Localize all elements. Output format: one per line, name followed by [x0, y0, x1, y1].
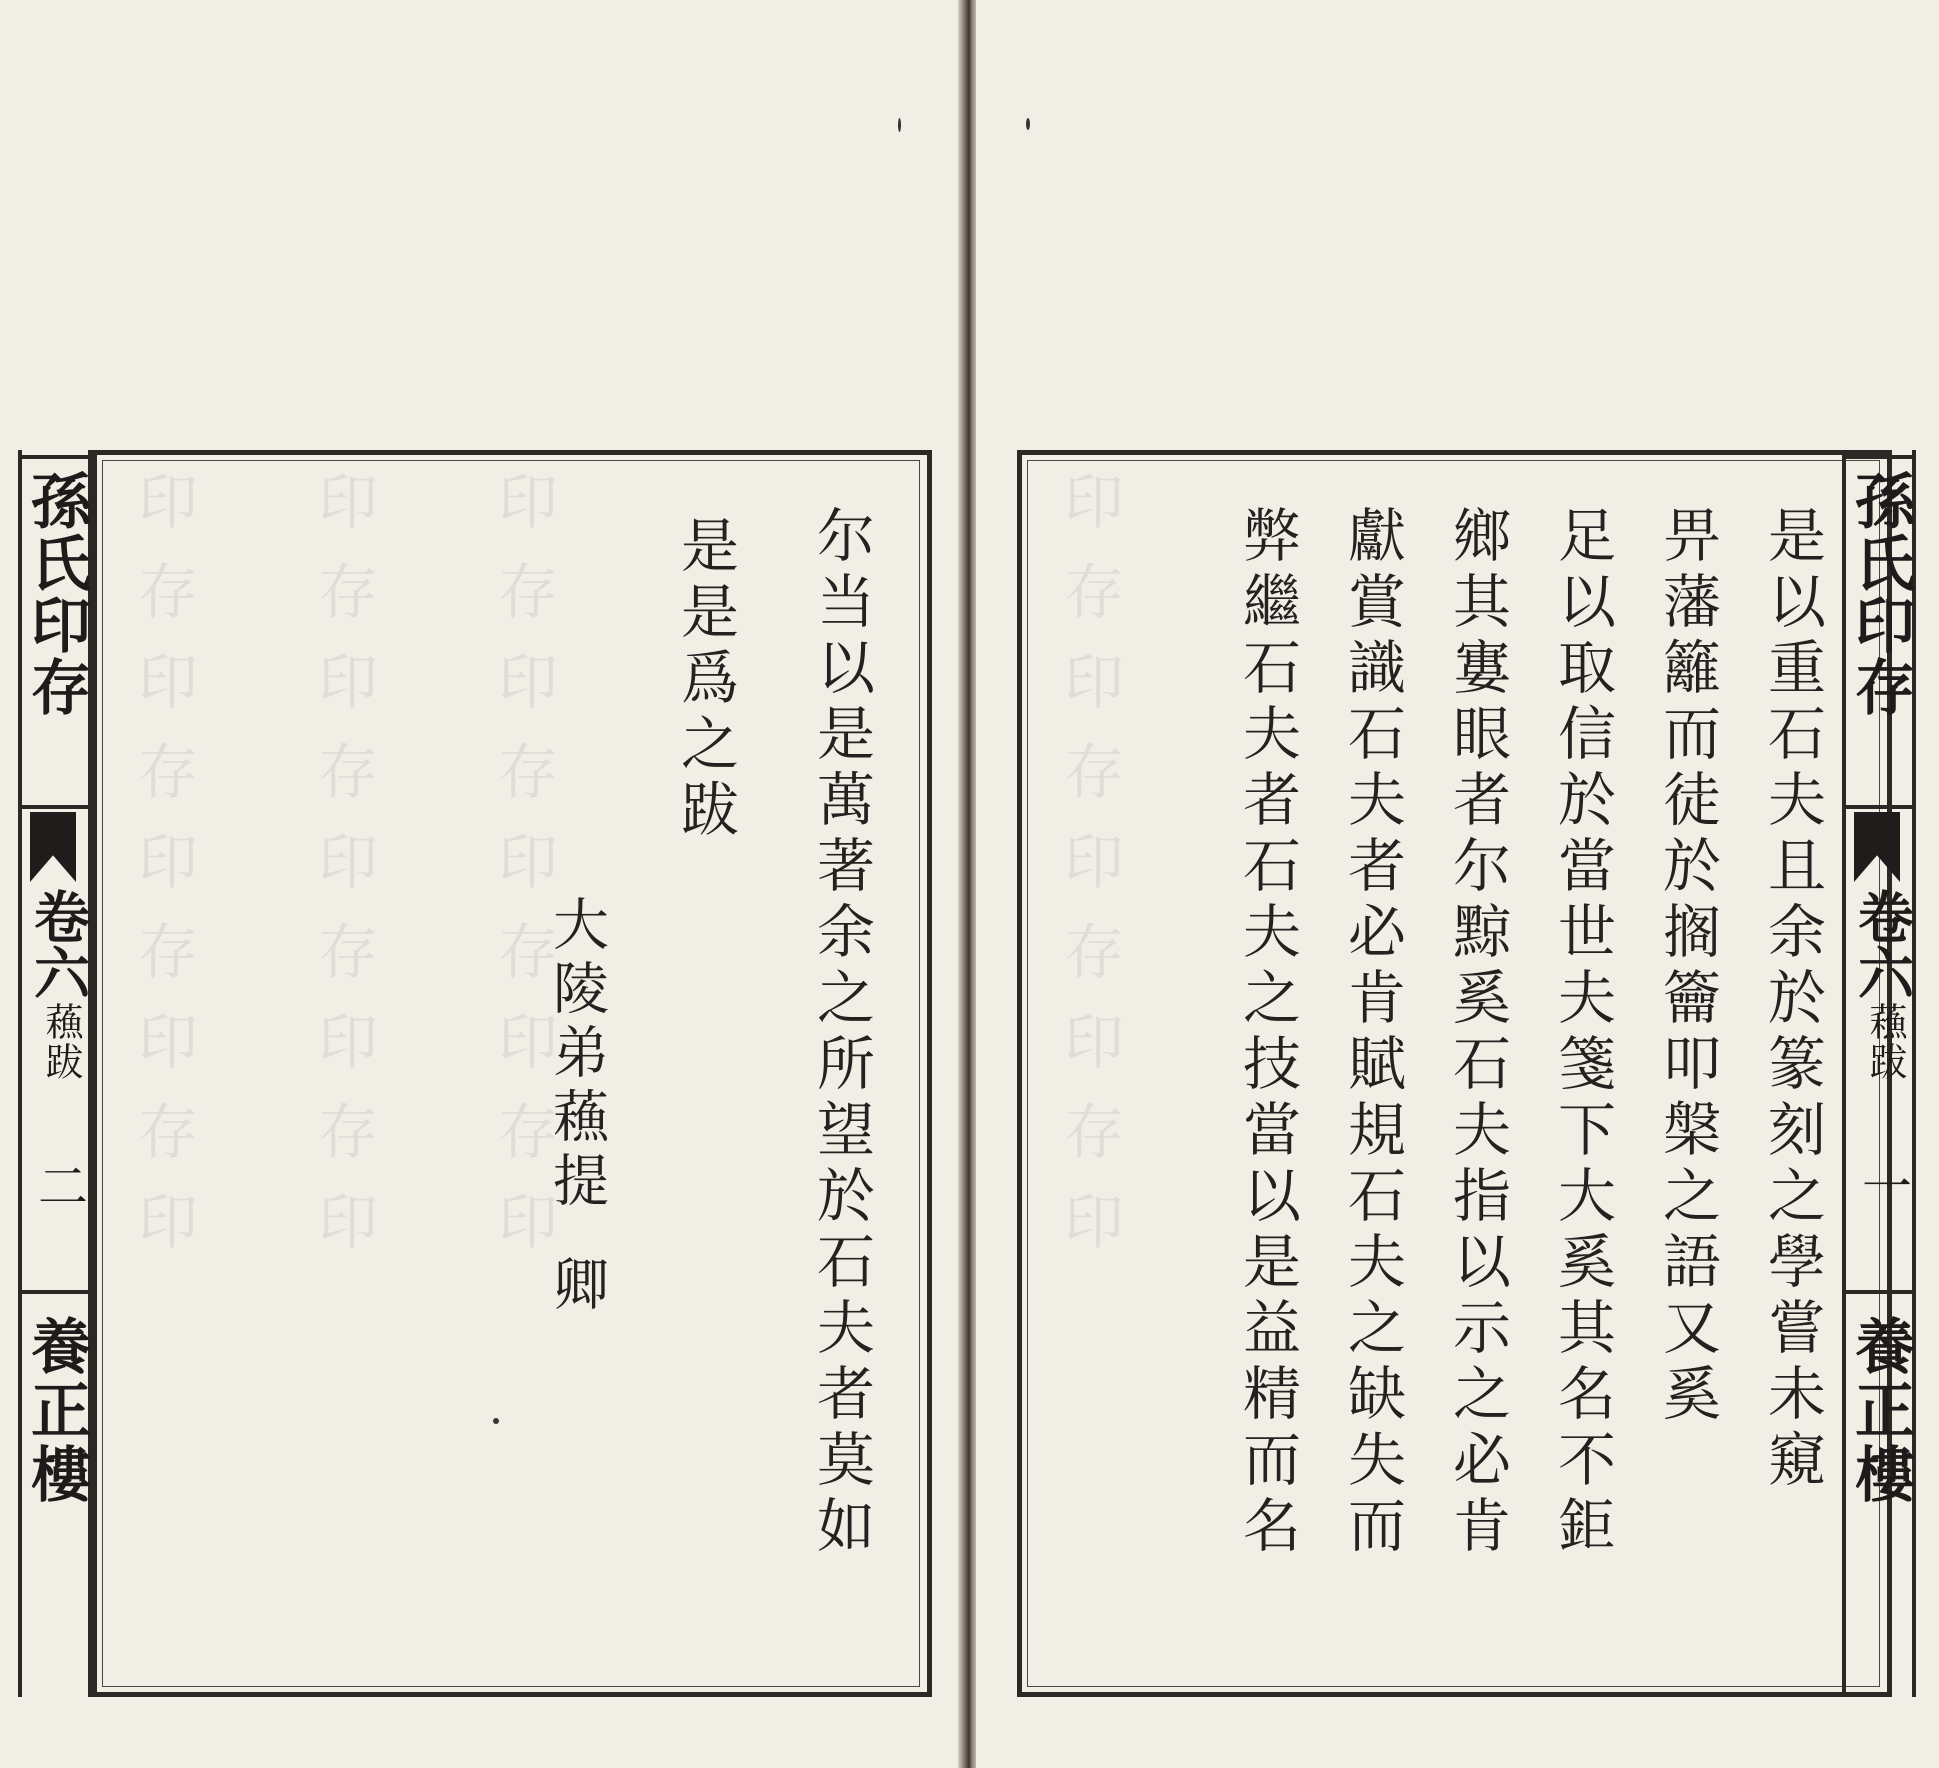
left-page	[0, 0, 962, 1768]
ink-speck	[493, 1418, 499, 1424]
text-column-5: 獻賞識石夫者必肯賦規石夫之缺失而	[1338, 505, 1406, 1561]
text-column-1: 是以重石夫且余於篆刻之學嘗未窺	[1758, 505, 1826, 1495]
text-column-1: 尔当以是萬著余之所望於石夫者莫如	[807, 505, 875, 1561]
text-column-6: 弊繼石夫者石夫之技當以是益精而名	[1233, 505, 1301, 1561]
right-page	[976, 0, 1939, 1768]
margin-section: 蘓跋	[39, 1002, 83, 1082]
margin-section: 蘓跋	[1863, 1002, 1907, 1082]
text-column-2: 是是爲之跋	[671, 515, 739, 845]
margin-publisher: 養正樓	[1845, 1315, 1915, 1507]
margin-leaf-number: 一	[1854, 1160, 1912, 1210]
ink-speck	[1026, 118, 1030, 130]
bleed-through-text: 印存印存印存印存印	[488, 470, 558, 1280]
signature-line-2: 卿	[544, 1255, 609, 1319]
ink-speck	[898, 118, 901, 132]
book-gutter	[958, 0, 978, 1768]
margin-publisher: 養正樓	[21, 1315, 91, 1507]
margin-volume: 卷六	[1849, 888, 1915, 1000]
bleed-through-text: 印存印存印存印存印	[308, 470, 378, 1280]
margin-title: 孫氏印存	[21, 470, 91, 718]
text-column-3: 足以取信於當世夫箋下大奚其名不鉅	[1548, 505, 1616, 1561]
margin-rule	[18, 455, 92, 459]
signature-line-1: 大陵弟蘓提	[544, 895, 609, 1215]
margin-rule	[18, 805, 92, 809]
margin-title: 孫氏印存	[1845, 470, 1915, 718]
margin-volume: 卷六	[25, 888, 91, 1000]
text-column-4: 鄉其寠眼者尔黥奚石夫指以示之必肯	[1443, 505, 1511, 1561]
text-column-2: 畀藩籬而徒於搁籥叩槃之語又奚	[1653, 505, 1721, 1429]
margin-rule	[1842, 455, 1916, 459]
bleed-through-text: 印存印存印存印存印	[1054, 470, 1124, 1280]
margin-leaf-number: 二	[30, 1160, 88, 1210]
margin-rule	[1842, 1290, 1916, 1294]
margin-rule	[1842, 805, 1916, 809]
bleed-through-text: 印存印存印存印存印	[128, 470, 198, 1280]
margin-rule	[18, 1290, 92, 1294]
